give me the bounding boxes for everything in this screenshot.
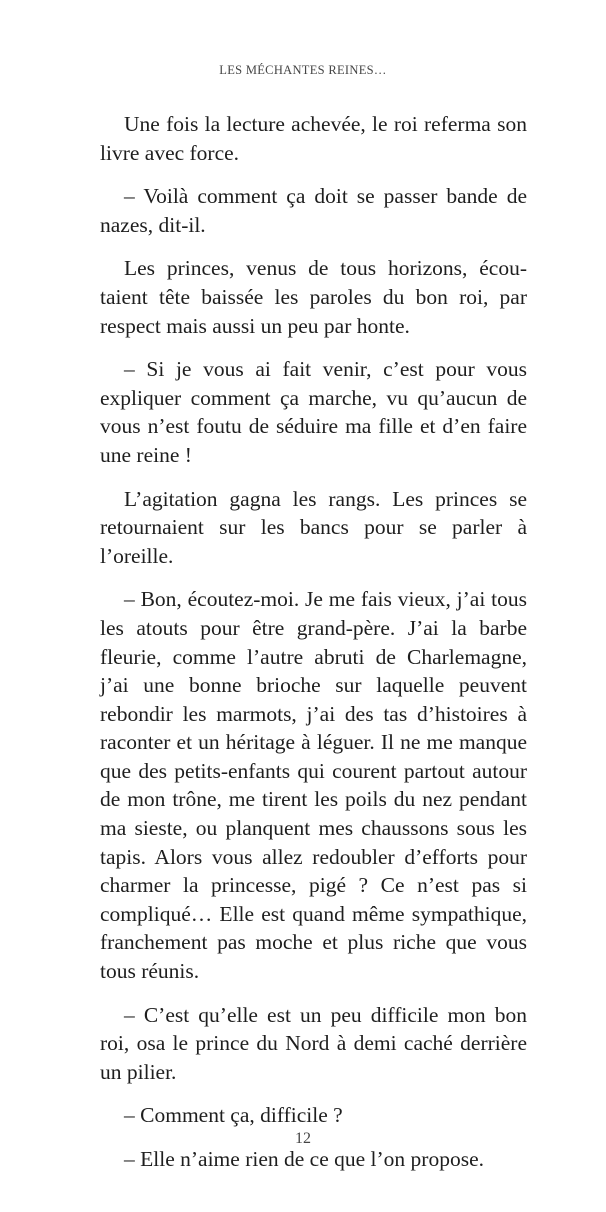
- paragraph: – C’est qu’elle est un peu difficile mon bon roi, osa le prince du Nord à demi caché derrière un pilier.: [100, 1002, 527, 1084]
- paragraph: – Si je vous ai fait venir, c’est pour vous expliquer comment ça marche, vu qu’aucun de vous n’est foutu de séduire ma fille et d’en faire une reine !: [100, 357, 527, 467]
- paragraph: L’agitation gagna les rangs. Les princes se retournaient sur les bancs pour se parler à l’oreille.: [100, 486, 527, 568]
- paragraph: – Elle n’aime rien de ce que l’on propose.: [124, 1147, 484, 1171]
- paragraph: Les princes, venus de tous horizons, écoutaient tête baissée les paroles du bon roi, par respect mais aussi un peu par honte.: [100, 256, 527, 338]
- paragraph: – Comment ça, difficile ?: [124, 1103, 343, 1128]
- paragraph: – Voilà comment ça doit se passer bande de nazes, dit-il.: [100, 184, 527, 237]
- paragraph: – Bon, écoutez-moi. Je me fais vieux, j’ai tous les atouts pour être grand-père. J’ai la barbe fleurie, comme l’autre abruti de Charlemagne, j’ai une bonne brioche sur laquelle peuvent rebondir les marmots, j’ai des tas d’histoires à raconter et un héritage à léguer. Il ne me manque que des petits-enfants qui courent partout autour de mon trône, me tirent les poils du nez pendant ma sieste, ou planquent mes chaussons sous les tapis. Alors vous allez redoubler d’efforts pour charmer la princesse, pigé ? Ce n’est pas si compliqué… Elle est quand même sympathique, franchement pas moche et plus riche que vous tous réunis.: [100, 587, 527, 984]
- paragraph: Une fois la lecture achevée, le roi referma son livre avec force.: [100, 112, 527, 165]
- body-text: [100, 110, 527, 1189]
- running-header: LES MÉCHANTES REINES…: [219, 63, 387, 77]
- page-number: 12: [295, 1130, 311, 1147]
